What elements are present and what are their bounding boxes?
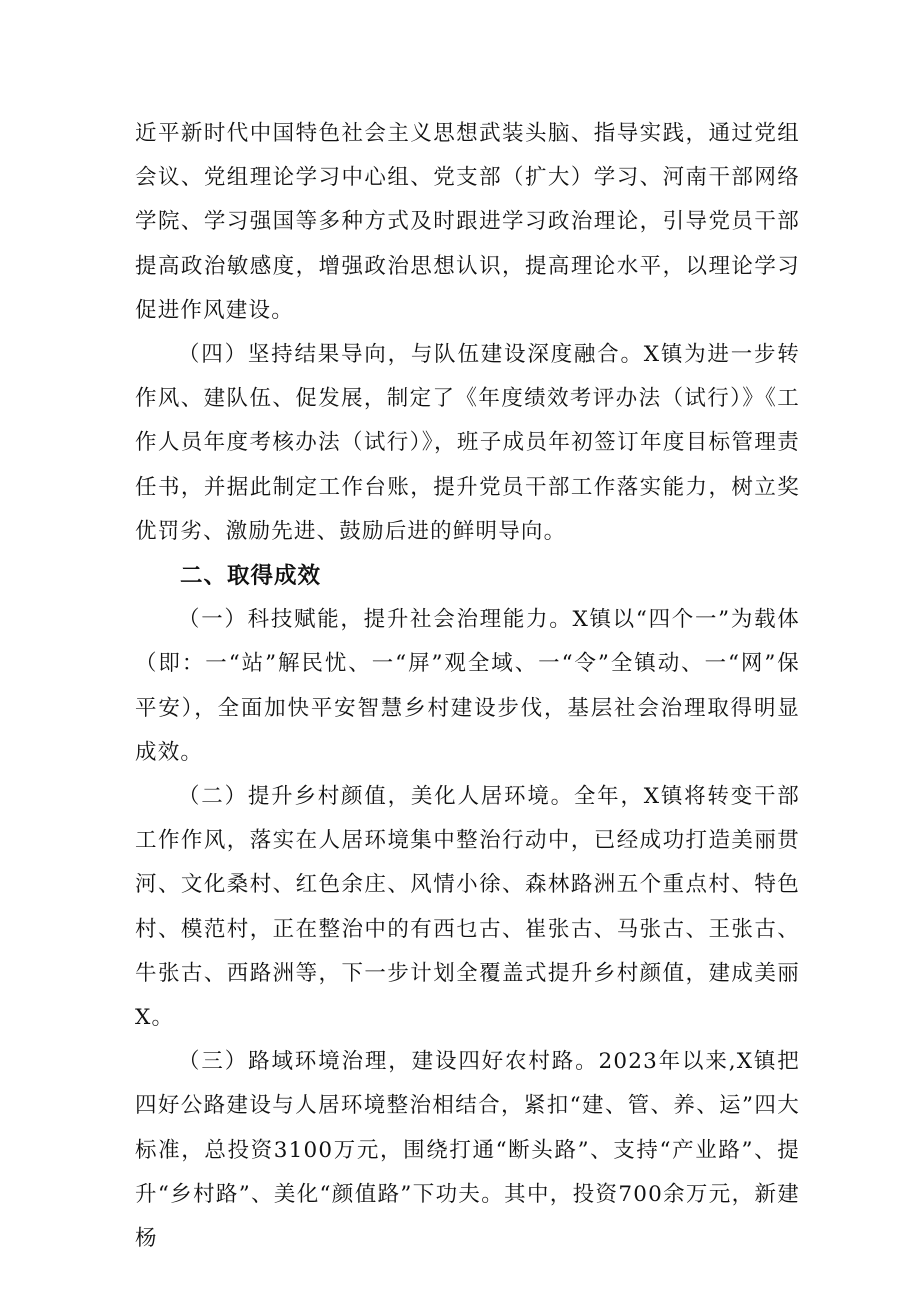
paragraph-tech-empowerment: （一）科技赋能，提升社会治理能力。X镇以“四个一”为载体（即：一“站”解民忧、一“屏”观全域、一“令”全镇动、一“网”保平安），全面加快平安智慧乡村建设步伐，基层社会治理取得明显成效。 — [135, 607, 800, 765]
paragraph-rural-appearance: （二）提升乡村颜值，美化人居环境。全年，X镇将转变干部工作作风，落实在人居环境集中整治行动中，已经成功打造美丽贯河、文化桑村、红色余庄、风情小徐、森林路洲五个重点村、特色村、模范村，正在整治中的有西乜古、崔张古、马张古、王张古、牛张古、西路洲等，下一步计划全覆盖式提升乡村颜值，建成美丽X。 — [135, 784, 800, 1031]
document-body — [135, 112, 800, 1261]
paragraph-study-continuation: 近平新时代中国特色社会主义思想武装头脑、指导实践，通过党组会议、党组理论学习中心组、党支部（扩大）学习、河南干部网络学院、学习强国等多种方式及时跟进学习政治理论，引导党员干部提高政治敏感度，增强政治思想认识，提高理论水平，以理论学习促进作风建设。 — [135, 121, 800, 323]
paragraph-results-orientation: （四）坚持结果导向，与队伍建设深度融合。X镇为进一步转作风、建队伍、促发展，制定了《年度绩效考评办法（试行）》《工作人员年度考核办法（试行）》，班子成员年初签订年度目标管理责任书，并据此制定工作台账，提升党员干部工作落实能力，树立奖优罚劣、激励先进、鼓励后进的鲜明导向。 — [135, 342, 800, 544]
paragraph-road-governance: （三）路域环境治理，建设四好农村路。2023年以来,X镇把四好公路建设与人居环境整治相结合，紧扣“建、管、养、运”四大标准，总投资3100万元，围绕打通“断头路”、支持“产业路”、提升“乡村路”、美化“颜值路”下功夫。其中，投资700余万元，新建杨 — [135, 1049, 800, 1252]
section-heading-achievements: 二、取得成效 — [180, 563, 322, 590]
